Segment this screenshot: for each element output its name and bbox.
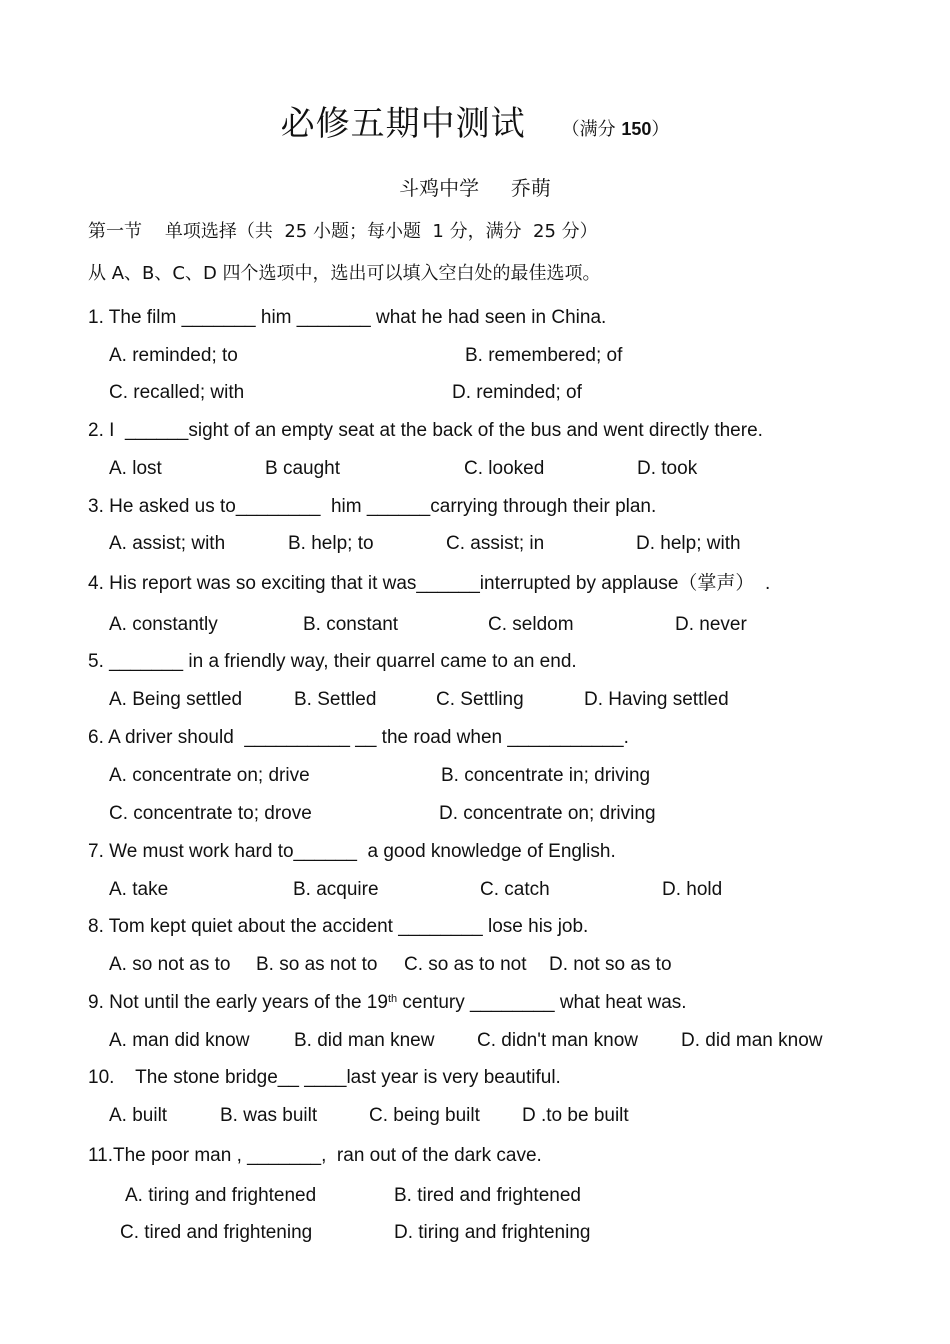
option-b: B. Settled bbox=[294, 689, 377, 710]
option-c: C. catch bbox=[480, 879, 550, 900]
option-b: B caught bbox=[265, 458, 340, 479]
option-c: C. looked bbox=[464, 458, 545, 479]
question-stem: 1. The film _______ him _______ what he had seen in China. bbox=[88, 307, 607, 328]
option-c: C. assist; in bbox=[446, 533, 545, 554]
ordinal-suffix: th bbox=[387, 993, 398, 1005]
page-title: 必修五期中测试 bbox=[280, 104, 526, 144]
option-d: D. concentrate on; driving bbox=[439, 803, 656, 824]
option-b: B. remembered; of bbox=[465, 345, 623, 366]
option-d: D. help; with bbox=[636, 533, 741, 554]
option-c: C. so as to not bbox=[404, 954, 527, 975]
option-a: A. lost bbox=[109, 458, 162, 479]
score-note: （满分 150） bbox=[561, 119, 670, 140]
option-b: B. tired and frightened bbox=[394, 1185, 581, 1206]
option-a: A. constantly bbox=[109, 614, 218, 635]
score-value: 150 bbox=[621, 119, 652, 139]
question-stem: 3. He asked us to________ him ______carrying through their plan. bbox=[88, 496, 657, 517]
question-stem: 5. _______ in a friendly way, their quarrel came to an end. bbox=[88, 651, 577, 672]
option-b: B. did man knew bbox=[294, 1030, 435, 1051]
question-stem: 11.The poor man , _______, ran out of the dark cave. bbox=[88, 1145, 542, 1166]
option-c: C. being built bbox=[369, 1105, 480, 1126]
option-a: A. concentrate on; drive bbox=[109, 765, 310, 786]
author-line: 斗鸡中学 乔萌 bbox=[399, 176, 551, 200]
option-b: B. acquire bbox=[293, 879, 379, 900]
option-a: A. take bbox=[109, 879, 169, 900]
option-a: A. man did know bbox=[109, 1030, 250, 1051]
question-stem: 4. His report was so exciting that it was______interrupted by applause（掌声） . bbox=[88, 573, 771, 594]
option-b: B. help; to bbox=[288, 533, 374, 554]
option-c: C. seldom bbox=[488, 614, 574, 635]
question-stem: 10. The stone bridge__ ____last year is very beautiful. bbox=[88, 1067, 561, 1088]
question-stem: 8. Tom kept quiet about the accident ________ lose his job. bbox=[88, 916, 589, 937]
option-d: D. hold bbox=[662, 879, 723, 900]
option-b: B. concentrate in; driving bbox=[441, 765, 651, 786]
option-a: A. tiring and frightened bbox=[125, 1185, 317, 1206]
option-d: D. took bbox=[637, 458, 698, 479]
option-c: C. didn't man know bbox=[477, 1030, 638, 1051]
option-a: A. reminded; to bbox=[109, 345, 238, 366]
section-heading: 第一节 单项选择（共 25 小题；每小题 1 分，满分 25 分） bbox=[88, 221, 598, 242]
option-d: D. not so as to bbox=[549, 954, 672, 975]
option-d: D .to be built bbox=[522, 1105, 629, 1126]
question-stem: 7. We must work hard to______ a good knowledge of English. bbox=[88, 841, 616, 862]
option-c: C. concentrate to; drove bbox=[109, 803, 312, 824]
option-a: A. assist; with bbox=[109, 533, 226, 554]
option-a: A. so not as to bbox=[109, 954, 231, 975]
option-b: B. so as not to bbox=[256, 954, 378, 975]
option-c: C. recalled; with bbox=[109, 382, 245, 403]
option-d: D. reminded; of bbox=[452, 382, 582, 403]
option-d: D. did man know bbox=[681, 1030, 823, 1051]
question-stem: 9. Not until the early years of the 19th century ________ what heat was. bbox=[88, 992, 687, 1013]
title-row bbox=[0, 96, 950, 145]
option-a: A. built bbox=[109, 1105, 168, 1126]
option-d: D. tiring and frightening bbox=[394, 1222, 591, 1243]
question-stem: 6. A driver should __________ __ the road when ___________. bbox=[88, 727, 629, 748]
question-stem: 2. I ______sight of an empty seat at the back of the bus and went directly there. bbox=[88, 420, 763, 441]
option-c: C. Settling bbox=[436, 689, 524, 710]
option-c: C. tired and frightening bbox=[120, 1222, 313, 1243]
option-b: B. constant bbox=[303, 614, 399, 635]
option-d: D. Having settled bbox=[584, 689, 729, 710]
option-b: B. was built bbox=[220, 1105, 318, 1126]
option-a: A. Being settled bbox=[109, 689, 243, 710]
option-d: D. never bbox=[675, 614, 747, 635]
section-instruction: 从 A、B、C、D 四个选项中，选出可以填入空白处的最佳选项。 bbox=[88, 263, 601, 284]
